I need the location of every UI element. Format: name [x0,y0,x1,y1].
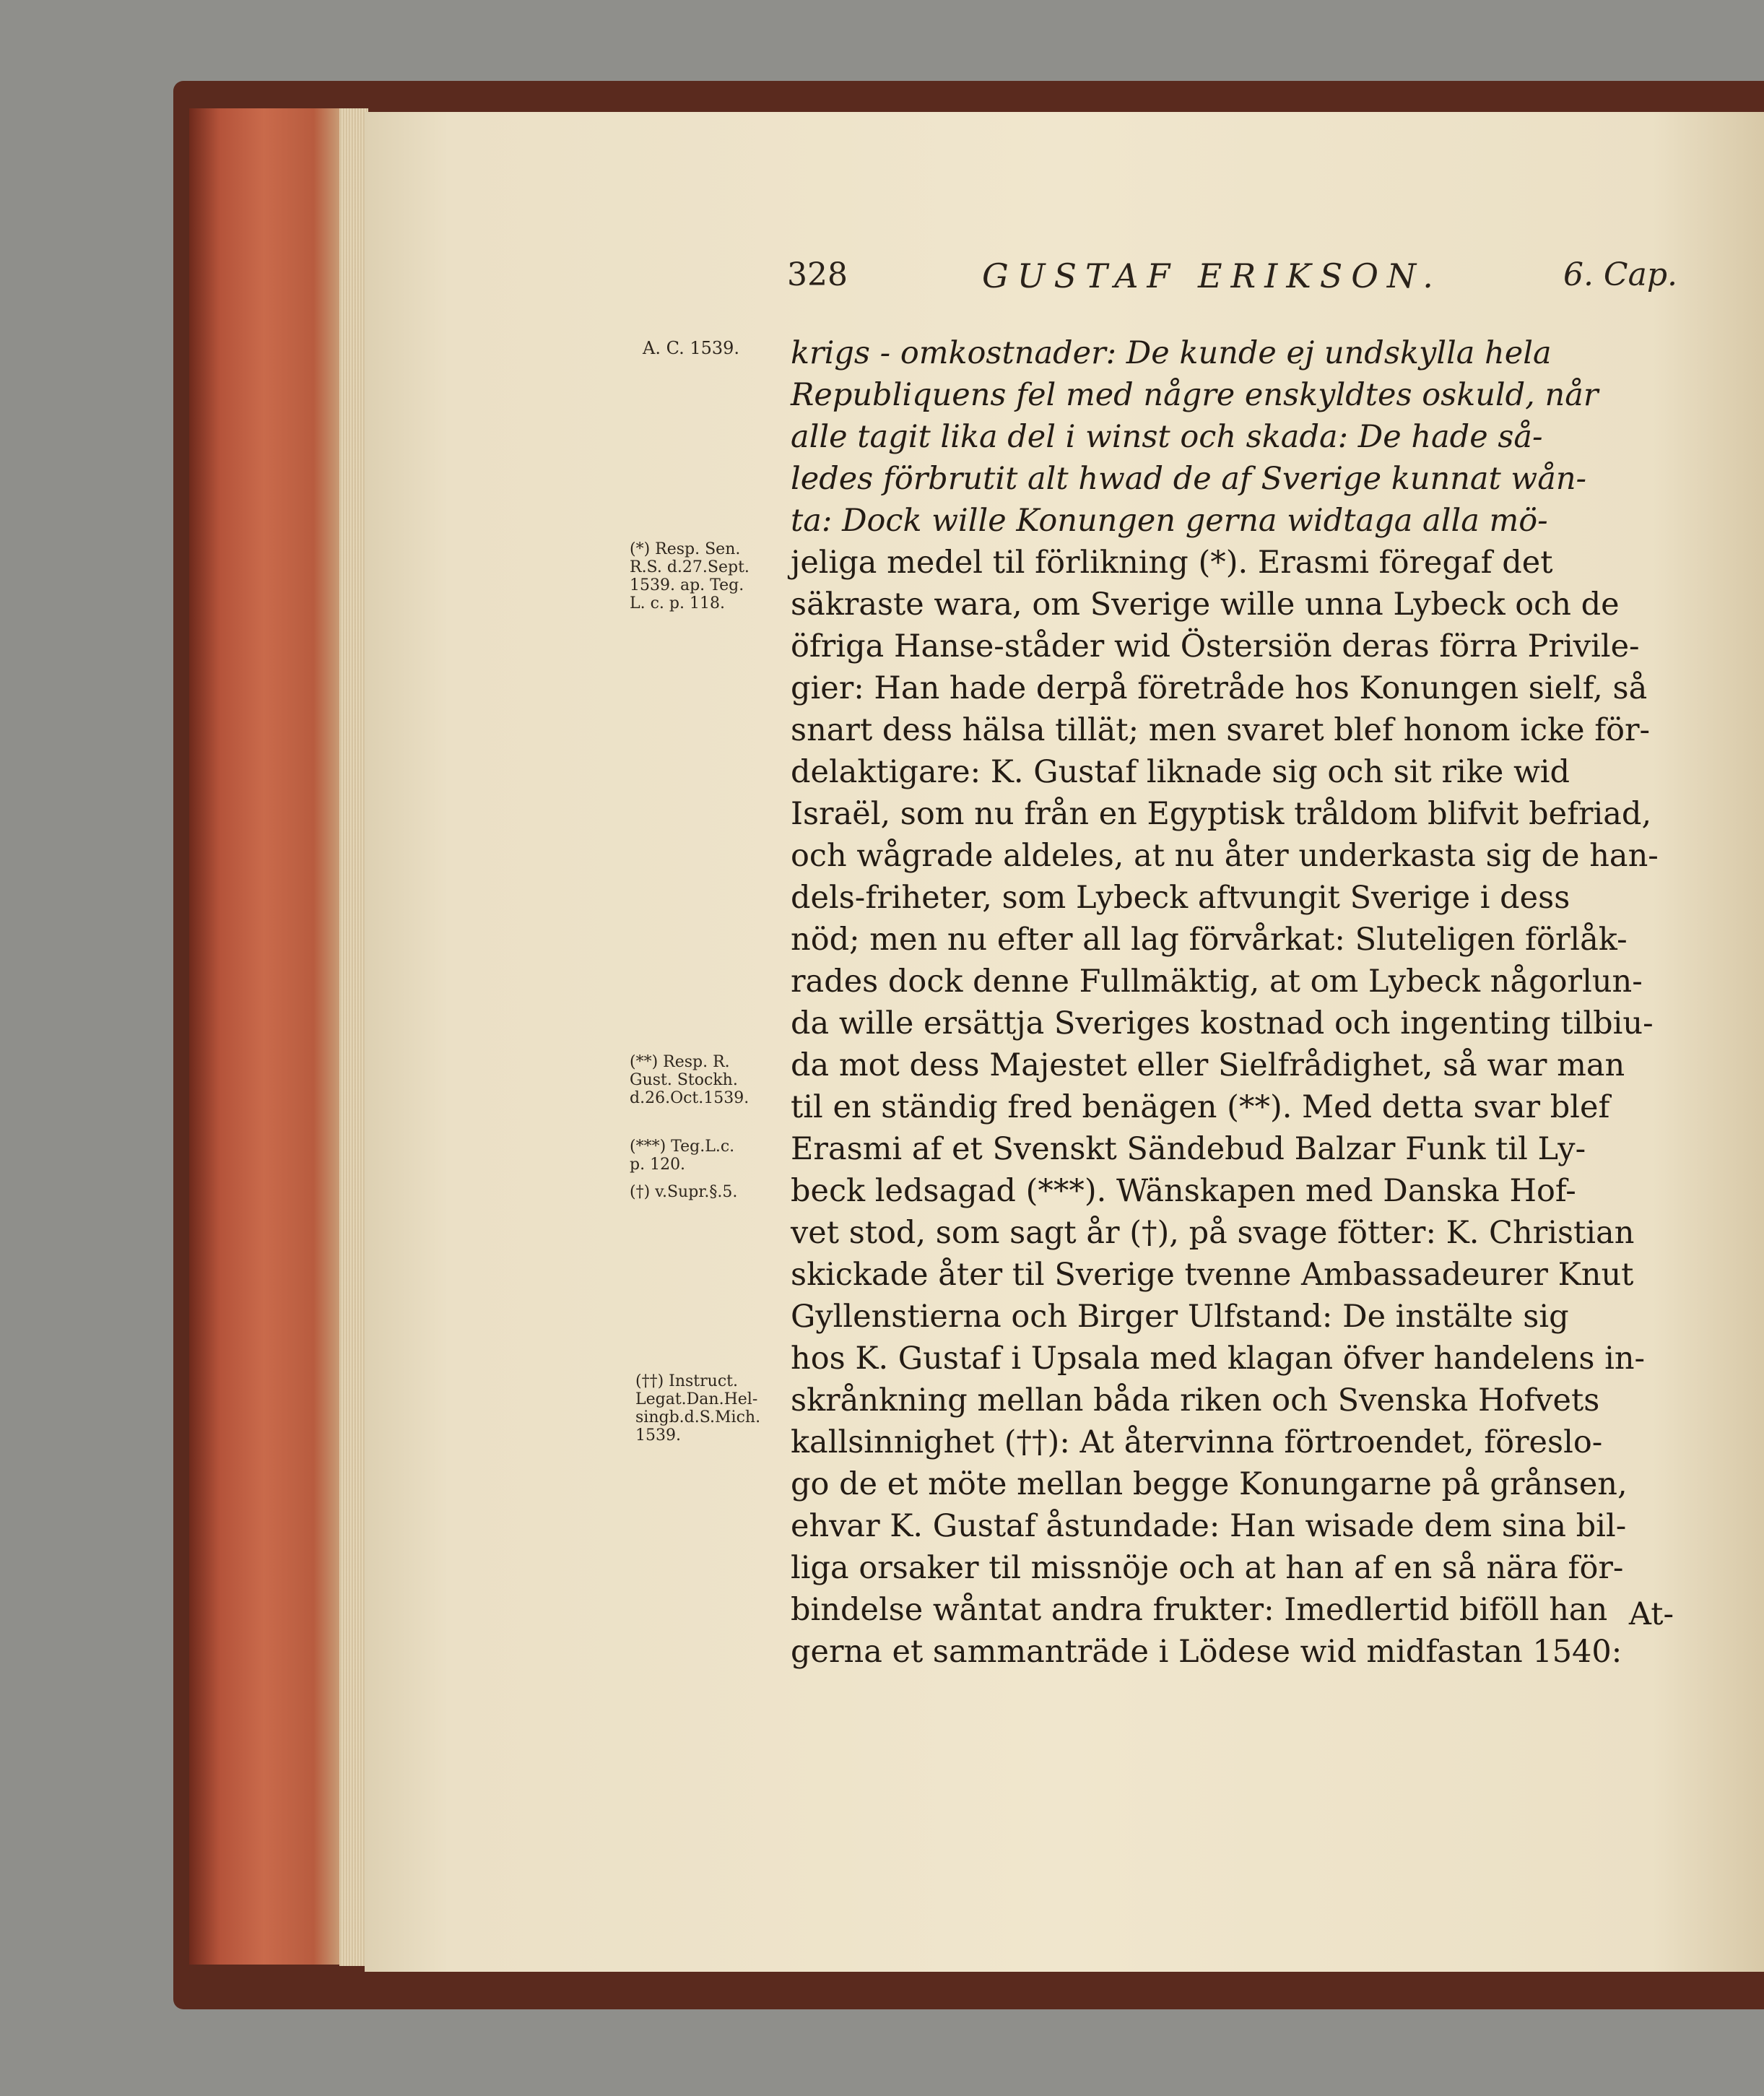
text-line: jeliga medel til förlikning (*). Erasmi föregaf det [791,545,1553,581]
text-line: och wågrade aldeles, at nu åter underkasta sig de han- [791,838,1659,874]
text-line: beck ledsagad (***). Wänskapen med Danska Hof- [791,1173,1576,1209]
margin-note: (**) Resp. R. Gust. Stockh. d.26.Oct.1539. [630,1053,750,1107]
text-line: ledes förbrutit alt hwad de af Sverige kunnat wån- [791,461,1587,497]
text-line: Gyllenstierna och Birger Ulfstand: De instälte sig [791,1299,1569,1335]
text-line: Republiquens fel med någre enskyldtes oskuld, når [791,377,1599,413]
margin-year: A. C. 1539. [643,338,740,358]
margin-note: (††) Instruct. Legat.Dan.Hel- singb.d.S.Mich. 1539. [635,1372,761,1445]
running-title: GUSTAF ERIKSON. [982,256,1442,295]
text-line: liga orsaker til missnöje och at han af en så nära för- [791,1550,1624,1586]
page-number: 328 [787,256,848,293]
text-line: snart dess hälsa tillät; men svaret blef honom icke för- [791,712,1651,748]
text-line: bindelse wåntat andra frukter: Imedlertid biföll han [791,1592,1608,1628]
text-line: krigs - omkostnader: De kunde ej undskylla hela [791,335,1552,371]
text-line: nöd; men nu efter all lag förvårkat: Sluteligen förlåk- [791,922,1628,958]
text-line: Israël, som nu från en Egyptisk tråldom blifvit befriad, [791,796,1652,832]
text-line: alle tagit lika del i winst och skada: De hade så- [791,419,1543,455]
text-line: ehvar K. Gustaf åstundade: Han wisade dem sina bil- [791,1508,1627,1544]
text-line: hos K. Gustaf i Upsala med klagan öfver handelens in- [791,1341,1646,1377]
text-line: ta: Dock wille Konungen gerna widtaga alla mö- [791,503,1548,539]
text-line: go de et möte mellan begge Konungarne på grånsen, [791,1466,1628,1502]
margin-note: (†) v.Supr.§.5. [630,1183,738,1201]
text-line: vet stod, som sagt år (†), på svage fötter: K. Christian [791,1215,1635,1251]
text-line: säkraste wara, om Sverige wille unna Lybeck och de [791,586,1620,623]
text-line: skickade åter til Sverige tvenne Ambassadeurer Knut [791,1257,1634,1293]
text-line: öfriga Hanse-ståder wid Östersiön deras förra Privile- [791,628,1640,664]
text-line: gier: Han hade derpå företråde hos Konungen sielf, så [791,670,1648,706]
text-line: kallsinnighet (††): At återvinna förtroendet, föreslo- [791,1424,1603,1460]
text-line: da mot dess Majestet eller Sielfrådighet, så war man [791,1047,1625,1083]
page-leaves [339,108,368,1966]
margin-note: (***) Teg.L.c. p. 120. [630,1138,735,1174]
text-line: dels-friheter, som Lybeck aftvungit Sverige i dess [791,880,1570,916]
margin-note: (*) Resp. Sen. R.S. d.27.Sept. 1539. ap. Teg. L. c. p. 118. [630,540,750,612]
body-text [791,332,1675,1673]
catchword: At- [1628,1596,1674,1632]
text-line: delaktigare: K. Gustaf liknade sig och sit rike wid [791,754,1570,790]
text-line: gerna et sammanträde i Lödese wid midfastan 1540: [791,1634,1622,1670]
text-line: Erasmi af et Svenskt Sändebud Balzar Funk til Ly- [791,1131,1586,1167]
page-edges [189,108,355,1965]
text-line: rades dock denne Fullmäktig, at om Lybeck någorlun- [791,963,1643,1000]
text-line: skrånkning mellan båda riken och Svenska Hofvets [791,1382,1600,1419]
text-line: til en ständig fred benägen (**). Med detta svar blef [791,1089,1610,1125]
chapter-label: 6. Cap. [1563,256,1677,293]
text-line: da wille ersättja Sveriges kostnad och ingenting tilbiu- [791,1005,1654,1041]
running-head [787,256,1677,307]
